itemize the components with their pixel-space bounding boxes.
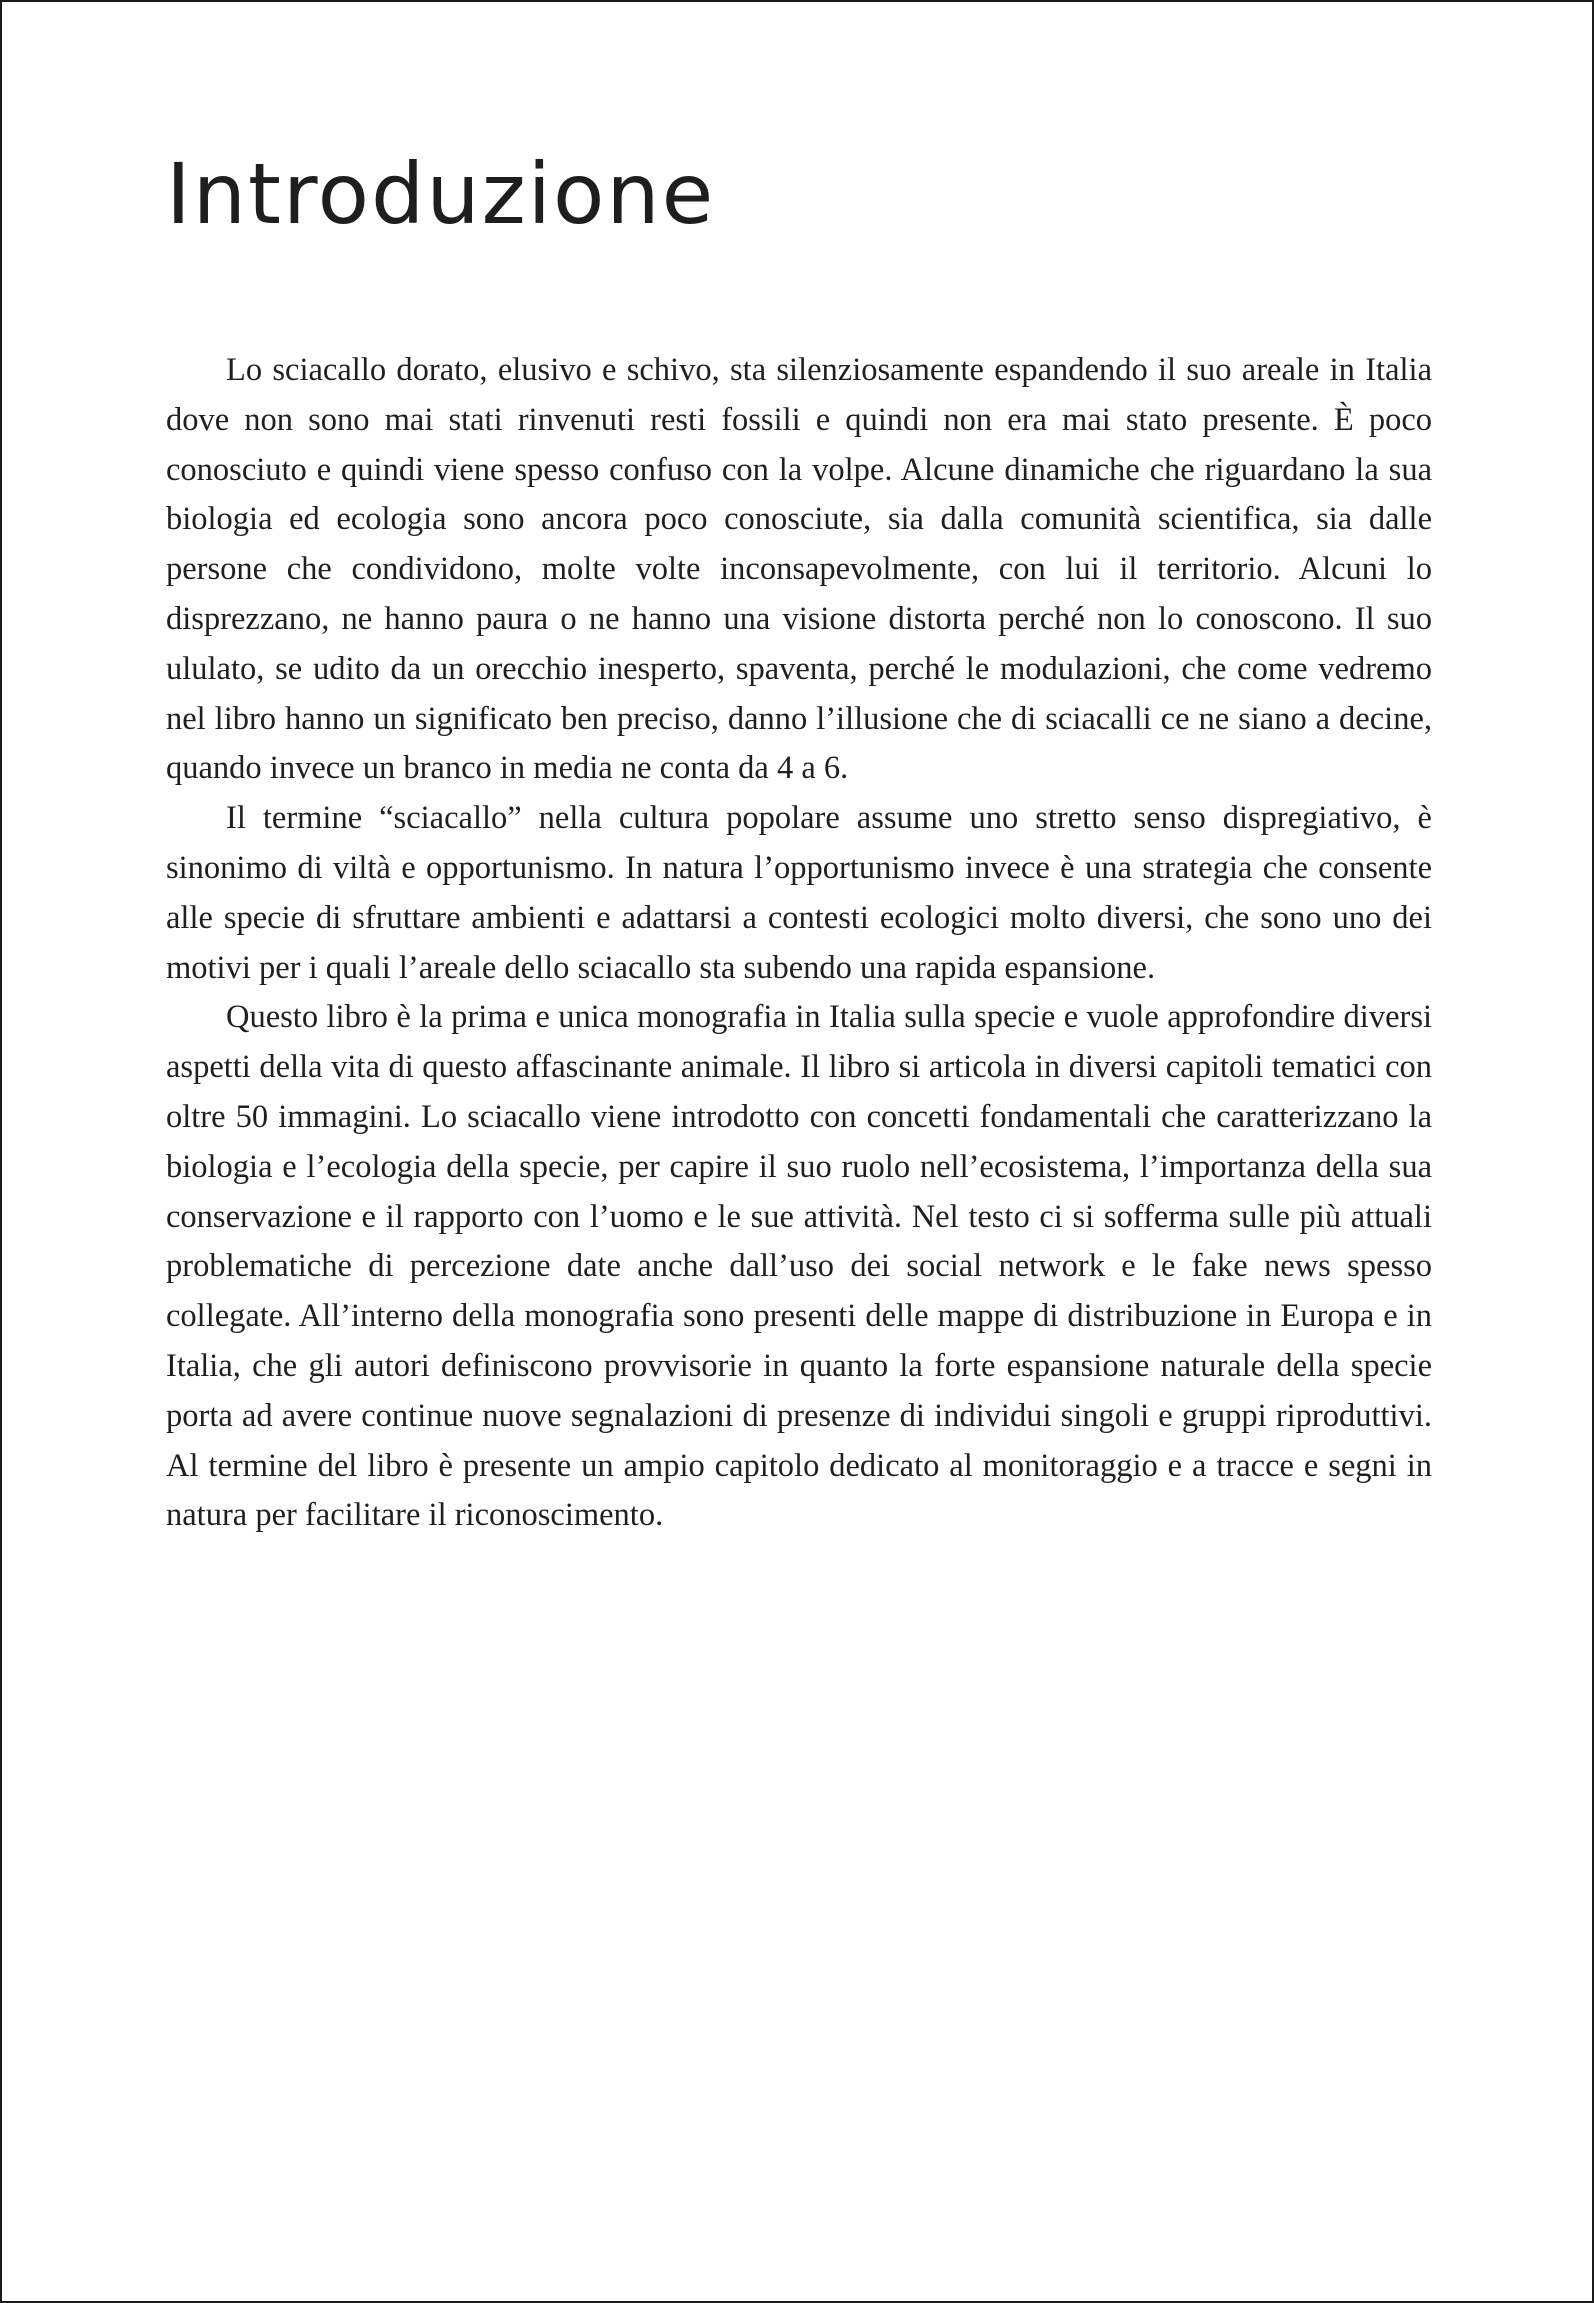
paragraph-1: Lo sciacallo dorato, elusivo e schivo, sta silenziosamente espandendo il suo areale in Italia dove non sono mai stati rinvenuti resti fossili e quindi non era mai stato presente. È poco conosciuto e quindi viene spesso confuso con la volpe. Alcune dinamiche che riguardano la sua biologia ed ecologia sono ancora poco conosciute, sia dalla comunità scientifica, sia dalle persone che condividono, molte volte inconsapevolmente, con lui il territorio. Alcuni lo disprezzano, ne hanno paura o ne hanno una visione distorta perché non lo conoscono. Il suo ululato, se udito da un orecchio inesperto, spaventa, perché le modulazioni, che come vedremo nel libro hanno un significato ben preciso, danno l’illusione che di sciacalli ce ne siano a decine, quando invece un branco in media ne conta da 4 a 6. <box>166 352 1432 787</box>
paragraph-3: Questo libro è la prima e unica monografia in Italia sulla specie e vuole approfondire diversi aspetti della vita di questo affascinante animale. Il libro si articola in diversi capitoli tematici con oltre 50 immagini. Lo sciacallo viene introdotto con concetti fondamentali che caratterizzano la biologia e l’ecologia della specie, per capire il suo ruolo nell’ecosistema, l’importanza della sua conservazione e il rapporto con l’uomo e le sue attività. Nel testo ci si sofferma sulle più attuali problematiche di percezione date anche dall’uso dei social network e le fake news spesso collegate. All’interno della monografia sono presenti delle mappe di distribuzione in Europa e in Italia, che gli autori definiscono provvisorie in quanto la forte espansione naturale della specie porta ad avere continue nuove segnalazioni di presenze di individui singoli e gruppi riproduttivi. Al termine del libro è presente un ampio capitolo dedicato al monitoraggio e a tracce e segni in natura per facilitare il riconoscimento. <box>166 999 1432 1534</box>
body-text <box>166 346 1432 1541</box>
page-title: Introduzione <box>166 145 716 243</box>
paragraph-2: Il termine “sciacallo” nella cultura popolare assume uno stretto senso dispregiativo, è sinonimo di viltà e opportunismo. In natura l’opportunismo invece è una strategia che consente alle specie di sfruttare ambienti e adattarsi a contesti ecologici molto diversi, che sono uno dei motivi per i quali l’areale dello sciacallo sta subendo una rapida espansione. <box>166 800 1432 986</box>
